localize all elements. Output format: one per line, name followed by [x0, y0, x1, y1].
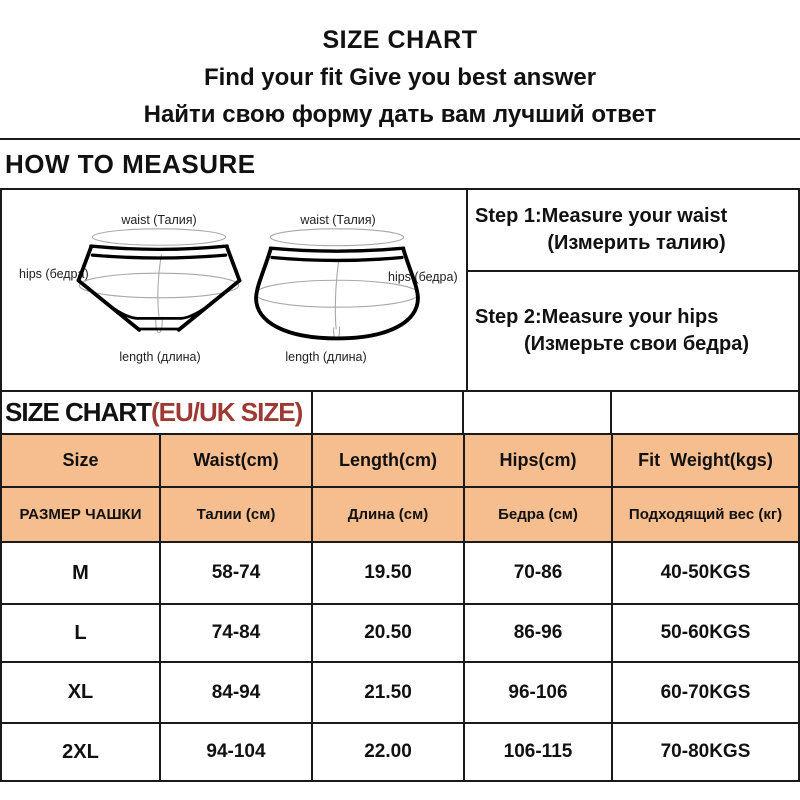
row-m-waist: 58-74 — [161, 543, 313, 605]
col-header-size: Size — [2, 435, 161, 488]
step-1-text-en: Step 1:Measure your waist — [475, 205, 728, 227]
hips-label-left: hips (бедра) — [19, 267, 89, 281]
row-m-hips: 70-86 — [465, 543, 613, 605]
panty-brief-diagram — [74, 228, 244, 343]
steps-panel — [466, 190, 798, 390]
step-2-text-ru: (Измерьте свои бедра) — [523, 333, 750, 355]
col-header-weight: Fit Weight(kgs) — [613, 435, 798, 488]
row-l-weight: 50-60KGS — [613, 605, 798, 663]
row-l-size: L — [2, 605, 161, 663]
title-row-empty-cell — [464, 392, 612, 433]
col-header-length: Length(cm) — [313, 435, 465, 488]
row-xl-length: 21.50 — [313, 663, 465, 724]
row-m-size: M — [2, 543, 161, 605]
step-1 — [468, 190, 798, 272]
row-l-length: 20.50 — [313, 605, 465, 663]
size-chart-title-black: SIZE CHART — [5, 397, 151, 427]
col-header-ru-length: Длина (см) — [313, 488, 465, 543]
row-2xl-hips: 106-115 — [465, 724, 613, 780]
page-subtitle-ru: Найти свою форму дать вам лучший ответ — [143, 101, 657, 128]
how-to-measure-heading: HOW TO MEASURE — [5, 148, 256, 179]
panty-seamless-diagram — [242, 228, 432, 346]
title-row-empty-cell — [313, 392, 464, 433]
waist-label-left: waist (Талия) — [121, 213, 197, 227]
row-xl-hips: 96-106 — [465, 663, 613, 724]
size-chart-title-cell — [2, 392, 313, 433]
row-2xl-weight: 70-80KGS — [613, 724, 798, 780]
row-m-weight: 40-50KGS — [613, 543, 798, 605]
row-2xl-waist: 94-104 — [161, 724, 313, 780]
col-header-waist: Waist(cm) — [161, 435, 313, 488]
hips-label-right: hips (бедра) — [388, 270, 458, 284]
col-header-ru-hips: Бедра (см) — [465, 488, 613, 543]
size-chart-title-red: (EU/UK SIZE) — [151, 397, 303, 427]
col-header-ru-weight: Подходящий вес (кг) — [613, 488, 798, 543]
page-header — [0, 0, 800, 138]
step-2-text-en: Step 2:Measure your hips — [475, 306, 719, 328]
diagram-panel — [2, 190, 466, 390]
length-label-right: length (длина) — [285, 350, 367, 364]
page-title: SIZE CHART — [322, 26, 478, 54]
size-chart-title-row — [0, 392, 800, 435]
row-xl-weight: 60-70KGS — [613, 663, 798, 724]
col-header-hips: Hips(cm) — [465, 435, 613, 488]
step-1-text-ru: (Измерить талию) — [547, 232, 726, 254]
page-subtitle-en: Find your fit Give you best answer — [203, 64, 597, 91]
row-l-waist: 74-84 — [161, 605, 313, 663]
row-2xl-size: 2XL — [2, 724, 161, 780]
step-2 — [468, 272, 798, 390]
how-to-measure-band — [0, 138, 800, 190]
title-row-empty-cell — [612, 392, 798, 433]
row-xl-size: XL — [2, 663, 161, 724]
col-header-ru-waist: Талии (см) — [161, 488, 313, 543]
size-table — [0, 435, 800, 782]
waist-label-right: waist (Талия) — [300, 213, 376, 227]
measure-section — [0, 190, 800, 392]
row-l-hips: 86-96 — [465, 605, 613, 663]
row-m-length: 19.50 — [313, 543, 465, 605]
length-label-left: length (длина) — [119, 350, 201, 364]
size-chart-title — [5, 397, 302, 428]
row-2xl-length: 22.00 — [313, 724, 465, 780]
row-xl-waist: 84-94 — [161, 663, 313, 724]
col-header-ru-size: РАЗМЕР ЧАШКИ — [2, 488, 161, 543]
